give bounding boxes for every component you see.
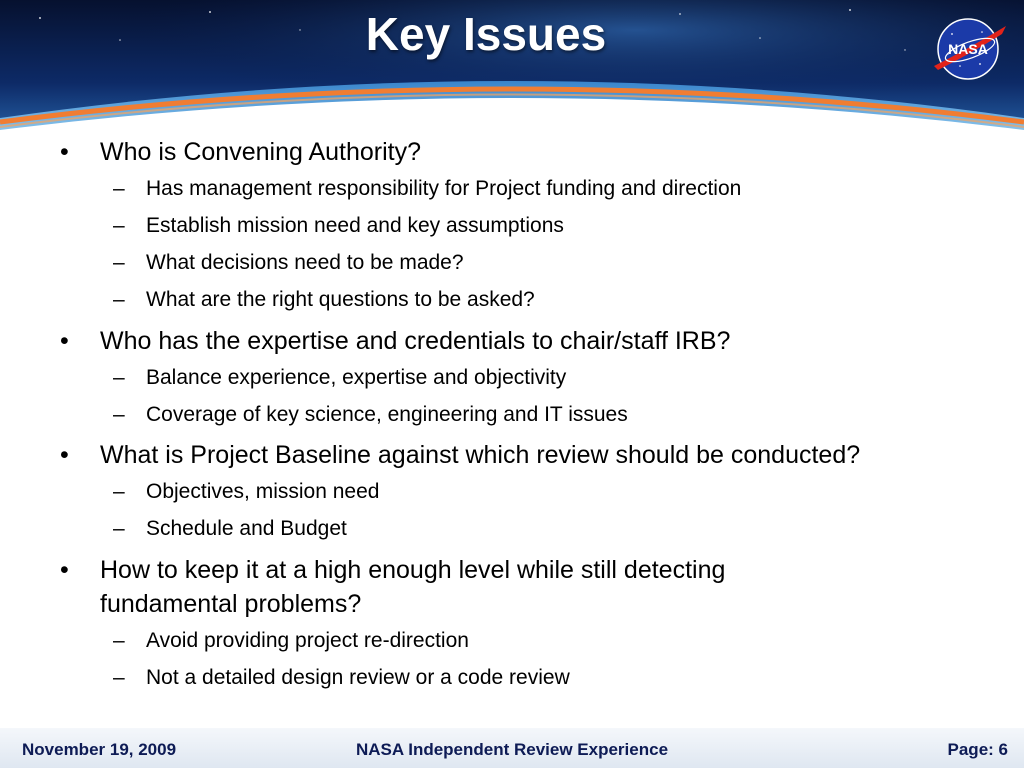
bullet-4: • How to keep it at a high enough level while still detecting fundamental problems? [100, 553, 860, 621]
sub-bullet-2-1: – Balance experience, expertise and objectivity [146, 364, 566, 392]
sub-bullet-4-2: – Not a detailed design review or a code review [146, 664, 570, 692]
nasa-logo [930, 14, 1010, 84]
page-title: Key Issues [365, 8, 607, 60]
sub-bullet-2-2: – Coverage of key science, engineering and IT issues [146, 401, 628, 429]
sub-bullet-1-4: – What are the right questions to be asked? [146, 286, 535, 314]
bullet-1: • Who is Convening Authority? [100, 135, 421, 169]
sub-bullet-4-1: – Avoid providing project re-direction [146, 627, 469, 655]
footer-page-number: Page: 6 [947, 740, 1008, 759]
sub-bullet-1-3: – What decisions need to be made? [146, 249, 464, 277]
sub-bullet-3-2: – Schedule and Budget [146, 515, 347, 543]
sub-bullet-1-1: – Has management responsibility for Project funding and direction [146, 175, 741, 203]
sub-bullet-3-1: – Objectives, mission need [146, 478, 379, 506]
footer-date: November 19, 2009 [22, 740, 177, 759]
bullet-2: • Who has the expertise and credentials to chair/staff IRB? [100, 324, 730, 358]
sub-bullet-1-2: – Establish mission need and key assumptions [146, 212, 564, 240]
bullet-3: • What is Project Baseline against which review should be conducted? [100, 438, 860, 472]
nasa-logo-text: NASA [948, 41, 988, 57]
footer-presentation-title: NASA Independent Review Experience [355, 740, 669, 759]
